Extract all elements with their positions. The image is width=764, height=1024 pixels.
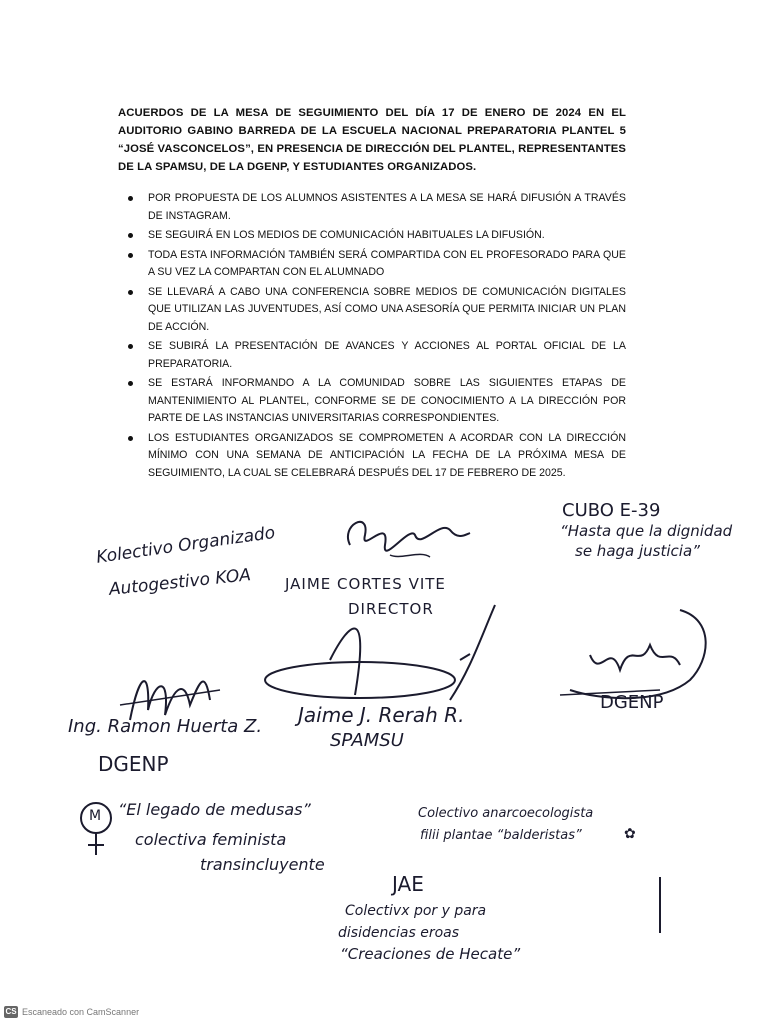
scanner-label: Escaneado con CamScanner (22, 1007, 140, 1017)
agreement-item: LOS ESTUDIANTES ORGANIZADOS SE COMPROMETEN A ACORDAR CON LA DIRECCIÓN MÍNIMO CON UNA SEMANA DE ANTICIPACIÓN LA FECHA DE LA PRÓXIMA MESA DE SEGUIMIENTO, LA CUAL SE CELEBRARÁ DESPUÉS DEL 17 DE FEBRERO DE 2025. (118, 430, 626, 483)
cubo-slogan-1: “Hasta que la dignidad (560, 522, 733, 540)
scan-mark-line (655, 875, 665, 935)
cubo-name: CUBO E-39 (562, 500, 661, 521)
hecate-line-1: Colectivx por y para (345, 903, 487, 919)
agreement-item: SE ESTARÁ INFORMANDO A LA COMUNIDAD SOBRE LAS SIGUIENTES ETAPAS DE MANTENIMIENTO AL PLANTEL, CONFORME SE DE CONOCIMIENTO A LA DIRECCIÓN POR PARTE DE LAS INSTANCIAS UNIVERSITARIAS CORRESPONDIENTES. (118, 375, 626, 428)
camscanner-logo-icon: CS (5, 1007, 17, 1016)
dgenp-right-label: DGENP (600, 692, 664, 713)
ramon-role: DGENP (98, 752, 169, 776)
ramon-name: Ing. Ramon Huerta Z. (68, 716, 263, 737)
medusas-line-3: transincluyente (200, 855, 325, 874)
medusas-line-1: “El legado de medusas” (118, 800, 311, 819)
anarco-line-2: filii plantae “balderistas” (420, 828, 582, 843)
medusas-mark: M (89, 808, 102, 824)
flower-icon: ✿ (624, 826, 636, 842)
anarco-line-1: Colectivo anarcoecologista (418, 806, 594, 821)
agreements-list (118, 190, 626, 484)
hecate-line-3: “Creaciones de Hecate” (340, 945, 521, 963)
document-heading: ACUERDOS DE LA MESA DE SEGUIMIENTO DEL DÍA 17 DE ENERO DE 2024 EN EL AUDITORIO GABINO BARREDA DE LA ESCUELA NACIONAL PREPARATORIA PLANTEL 5 “JOSÉ VASCONCELOS”, EN PRESENCIA DE DIRECCIÓN DEL PLANTEL, REPRESENTANTES DE LA SPAMSU, DE LA DGENP, Y ESTUDIANTES ORGANIZADOS. (118, 107, 626, 173)
hecate-mark: JAE (392, 872, 424, 896)
scanner-watermark (4, 1006, 139, 1018)
director-role: DIRECTOR (348, 600, 434, 618)
medusas-line-2: colectiva feminista (135, 830, 287, 849)
koa-line-1: Kolectivo Organizado (95, 522, 277, 568)
koa-line-2: Autogestivo KOA (108, 565, 252, 600)
agreement-item: TODA ESTA INFORMACIÓN TAMBIÉN SERÁ COMPARTIDA CON EL PROFESORADO PARA QUE A SU VEZ LA COMPARTAN CON EL ALUMNADO (118, 247, 626, 282)
agreement-item: SE SEGUIRÁ EN LOS MEDIOS DE COMUNICACIÓN HABITUALES LA DIFUSIÓN. (118, 227, 626, 245)
agreement-item: SE LLEVARÁ A CABO UNA CONFERENCIA SOBRE MEDIOS DE COMUNICACIÓN DIGITALES QUE UTILIZAN LAS JUVENTUDES, ASÍ COMO UNA ASESORÍA QUE PERMITA INICIAR UN PLAN DE ACCIÓN. (118, 284, 626, 337)
agreement-item: SE SUBIRÁ LA PRESENTACIÓN DE AVANCES Y ACCIONES AL PORTAL OFICIAL DE LA PREPARATORIA. (118, 338, 626, 373)
agreement-item: POR PROPUESTA DE LOS ALUMNOS ASISTENTES A LA MESA SE HARÁ DIFUSIÓN A TRAVÉS DE INSTAGRAM. (118, 190, 626, 225)
director-name: JAIME CORTES VITE (285, 575, 446, 593)
spamsu-name: Jaime J. Rerah R. (298, 703, 465, 727)
cubo-slogan-2: se haga justicia” (575, 542, 700, 560)
director-signature-scribble (330, 505, 480, 575)
spamsu-role: SPAMSU (330, 730, 404, 751)
hecate-line-2: disidencias eroas (338, 925, 460, 941)
